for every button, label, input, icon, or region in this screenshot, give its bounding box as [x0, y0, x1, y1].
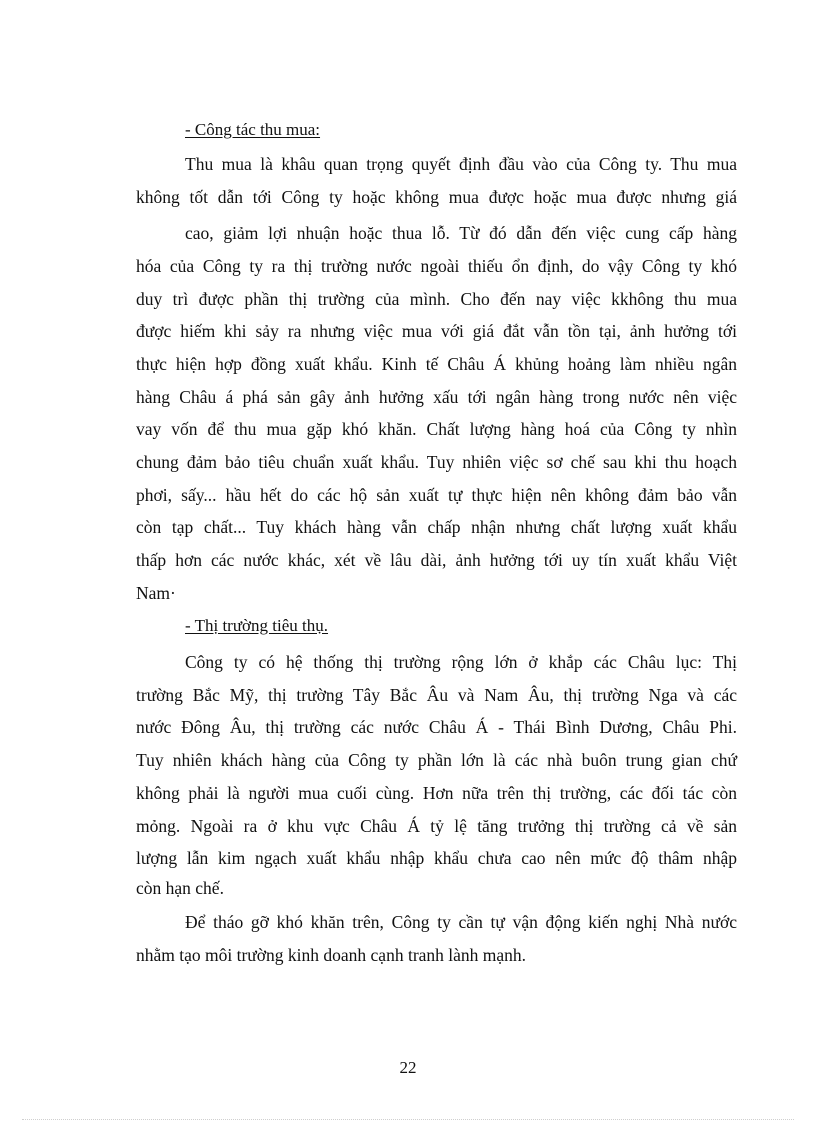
paragraph-line: còn tạp chất... Tuy khách hàng vẫn chấp nhận nhưng chất lượng xuất khẩu — [136, 517, 737, 537]
paragraph-line: phơi, sấy... hầu hết do các hộ sản xuất tự thực hiện nên không đảm bảo vẫn — [136, 485, 737, 505]
paragraph-line: chung đảm bảo tiêu chuẩn xuất khẩu. Tuy nhiên việc sơ chế sau khi thu hoạch — [136, 452, 737, 472]
paragraph-line: nhằm tạo môi trường kinh doanh cạnh tranh lành mạnh. — [136, 945, 527, 965]
paragraph-line: thực hiện hợp đồng xuất khẩu. Kinh tế Châu Á khủng hoảng làm nhiều ngân — [136, 354, 737, 374]
page-number: 22 — [399, 1058, 417, 1077]
paragraph-line: lượng lẫn kim ngạch xuất khẩu nhập khẩu chưa cao nên mức độ thâm nhập — [136, 848, 737, 868]
paragraph-line: thấp hơn các nước khác, xét về lâu dài, ảnh hưởng tới uy tín xuất khẩu Việt — [136, 550, 737, 570]
paragraph-line: duy trì được phần thị trường của mình. Cho đến nay việc kkhông thu mua — [136, 289, 737, 309]
paragraph-line: còn hạn chế. — [136, 878, 224, 898]
paragraph-line: Công ty có hệ thống thị trường rộng lớn ở khắp các Châu lục: Thị — [185, 652, 737, 672]
paragraph-line: hóa của Công ty ra thị trường nước ngoài thiếu ổn định, do vậy Công ty khó — [136, 256, 737, 276]
paragraph-line: không phải là người mua cuối cùng. Hơn nữa trên thị trường, các đối tác còn — [136, 783, 737, 803]
page-bottom-divider — [22, 1119, 794, 1120]
section-heading-market: - Thị trường tiêu thụ. — [185, 616, 329, 635]
paragraph-line: hàng Châu á phá sản gây ảnh hưởng xấu tới ngân hàng trong nước nên việc — [136, 387, 737, 407]
paragraph-line: nước Đông Âu, thị trường các nước Châu Á - Thái Bình Dương, Châu Phi. — [136, 717, 737, 737]
paragraph-line: vay vốn để thu mua gặp khó khăn. Chất lượng hàng hoá của Công ty nhìn — [136, 419, 737, 439]
section-heading-purchasing: - Công tác thu mua: — [185, 120, 321, 139]
paragraph-line: không tốt dẫn tới Công ty hoặc không mua được hoặc mua được nhưng giá — [136, 187, 737, 207]
paragraph-line: cao, giảm lợi nhuận hoặc thua lỗ. Từ đó dẫn đến việc cung cấp hàng — [185, 223, 737, 243]
paragraph-line: mỏng. Ngoài ra ở khu vực Châu Á tỷ lệ tăng trưởng thị trường cả về sản — [136, 816, 737, 836]
paragraph-line: Thu mua là khâu quan trọng quyết định đầu vào của Công ty. Thu mua — [185, 154, 737, 174]
paragraph-line: được hiếm khi sảy ra nhưng việc mua với giá đắt vẫn tồn tại, ảnh hưởng tới — [136, 321, 737, 341]
paragraph-line: trường Bắc Mỹ, thị trường Tây Bắc Âu và Nam Âu, thị trường Nga và các — [136, 685, 737, 705]
paragraph-line: Nam· — [136, 583, 176, 603]
paragraph-line: Để tháo gỡ khó khăn trên, Công ty cần tự vận động kiến nghị Nhà nước — [185, 912, 737, 932]
paragraph-line: Tuy nhiên khách hàng của Công ty phần lớn là các nhà buôn trung gian chứ — [136, 750, 737, 770]
